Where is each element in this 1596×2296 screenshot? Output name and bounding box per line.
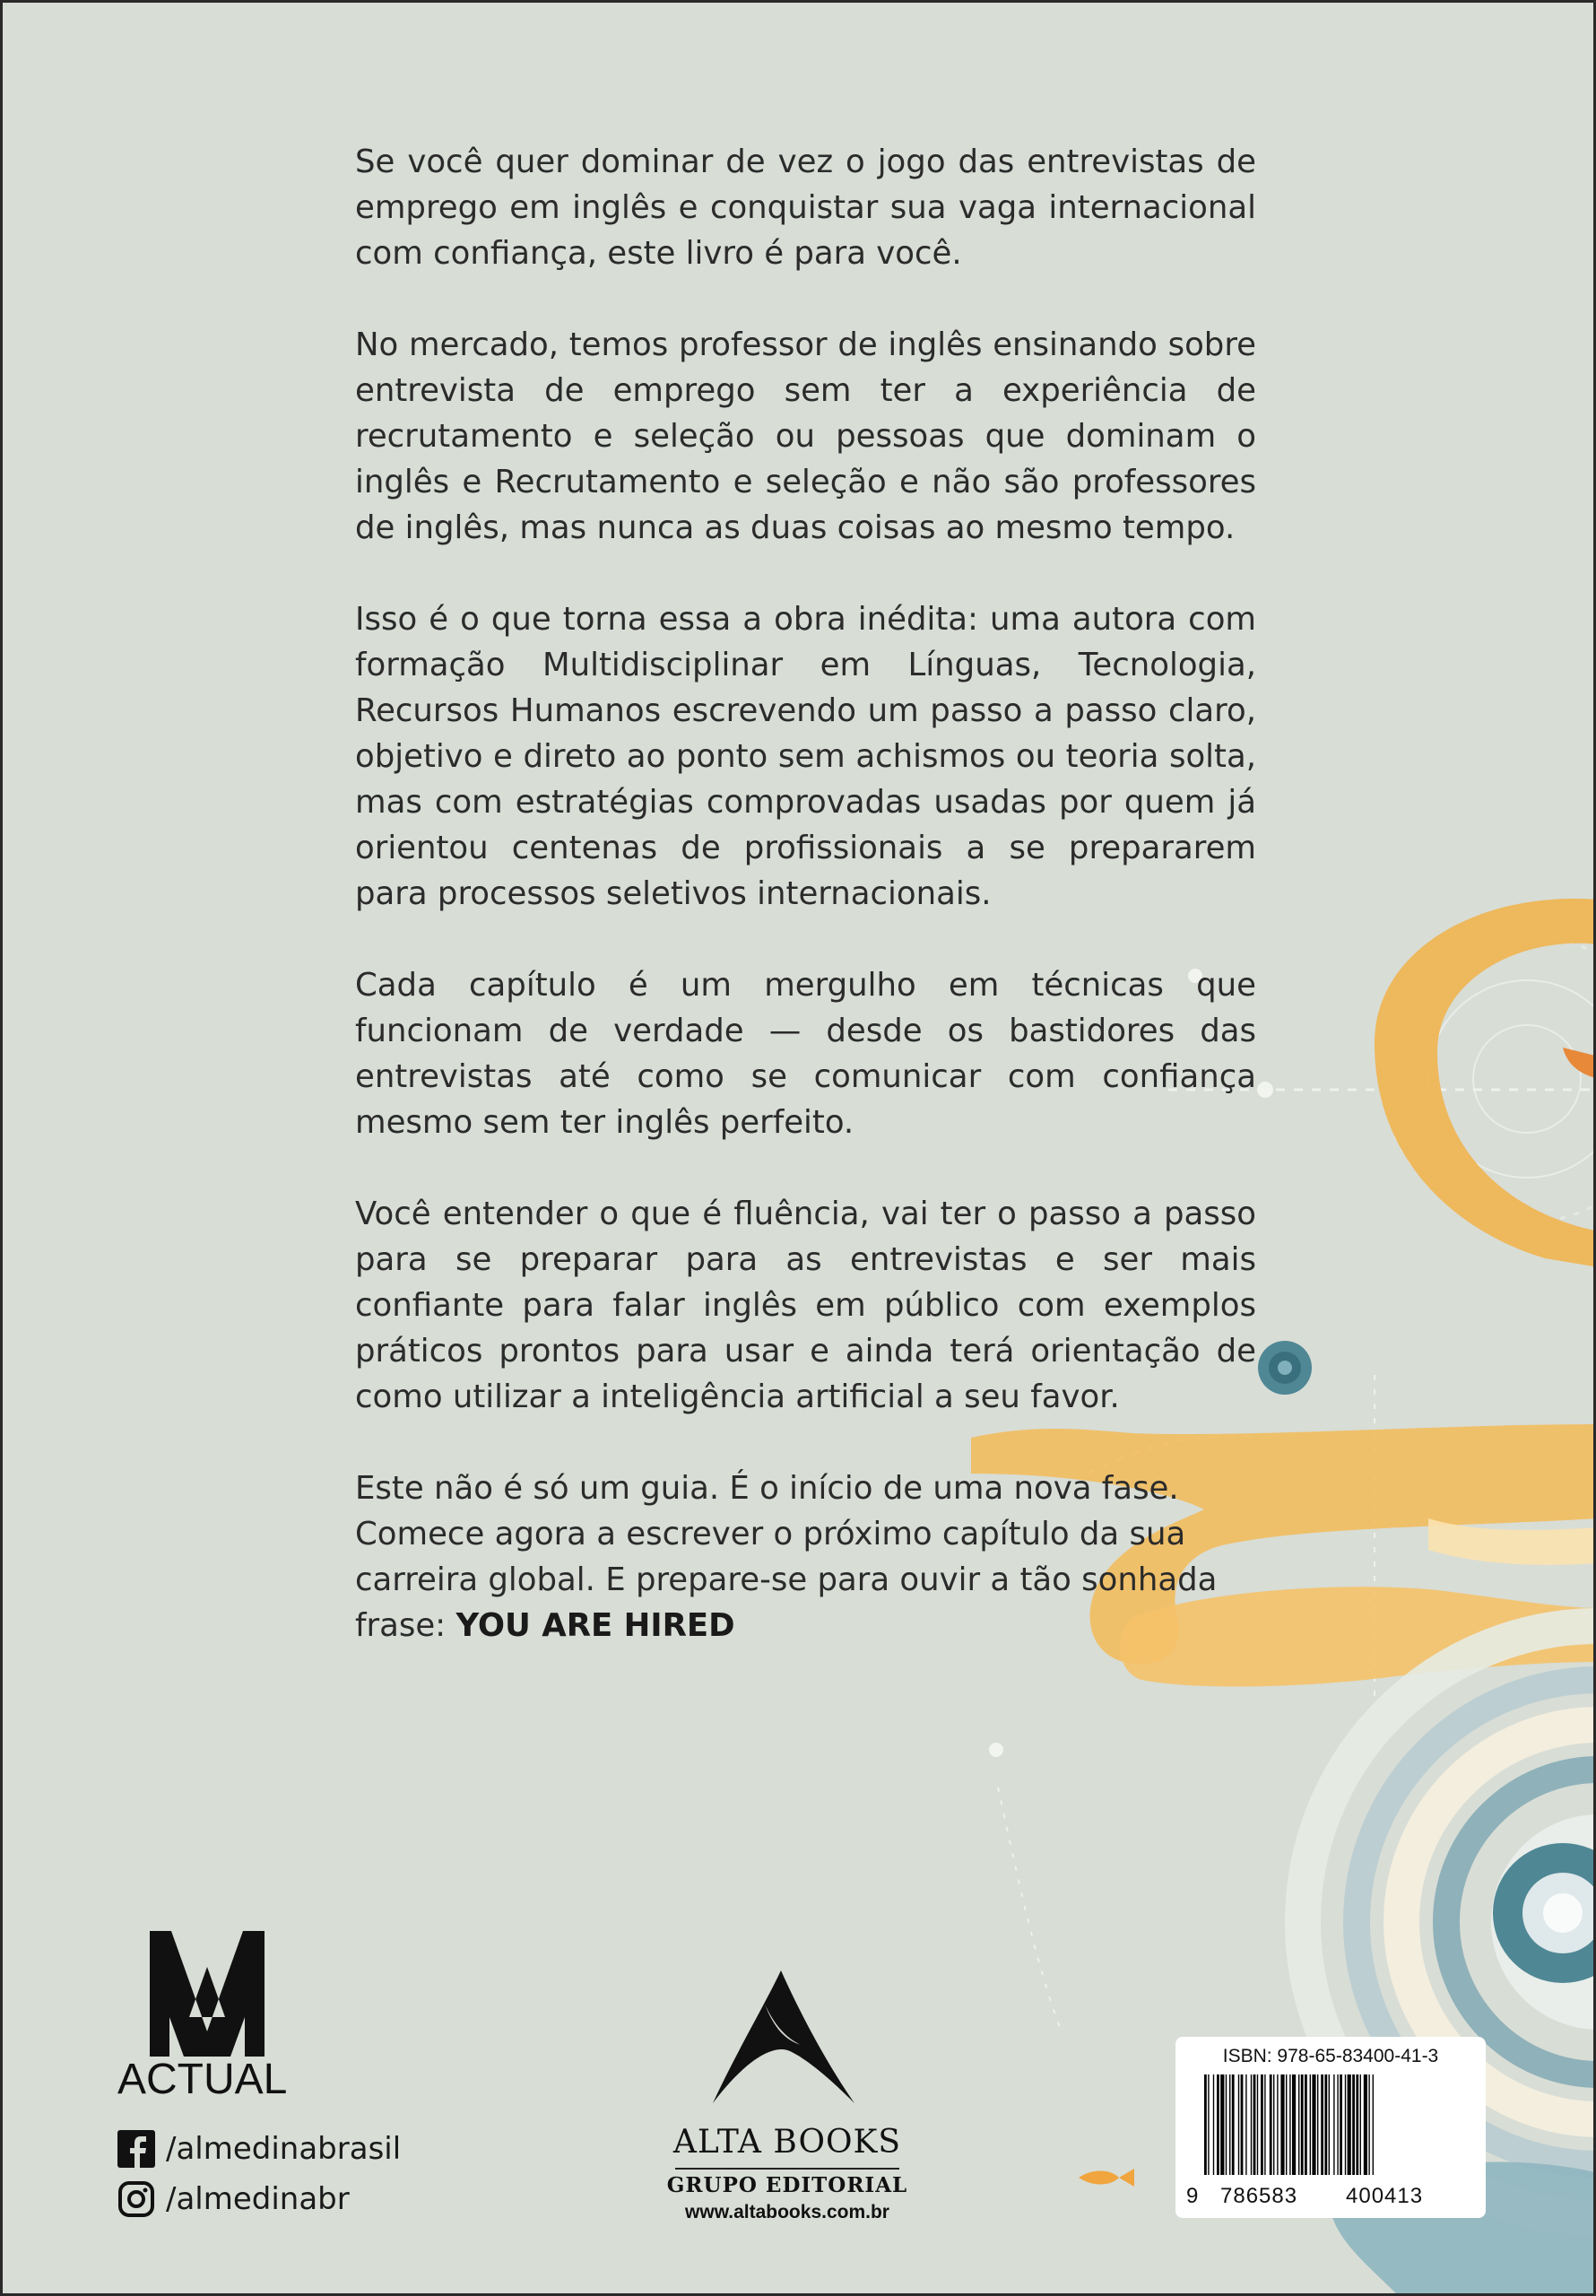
alta-books-mountain-icon bbox=[711, 1969, 854, 2112]
barcode-bar bbox=[1352, 2074, 1355, 2175]
barcode-bar bbox=[1264, 2074, 1265, 2175]
isbn-barcode-box bbox=[1175, 2037, 1486, 2218]
barcode-bar bbox=[1289, 2074, 1290, 2175]
back-cover-description bbox=[355, 139, 1256, 1694]
barcode-bar bbox=[1333, 2074, 1334, 2175]
barcode-bar bbox=[1238, 2074, 1239, 2175]
barcode-bar bbox=[1317, 2074, 1318, 2175]
barcode-bar bbox=[1312, 2074, 1315, 2175]
barcode-bar bbox=[1368, 2074, 1369, 2175]
isbn-label: ISBN: 978-65-83400-41-3 bbox=[1222, 2046, 1439, 2066]
barcode-bar bbox=[1229, 2074, 1230, 2175]
instagram-icon bbox=[117, 2180, 155, 2218]
barcode-bar bbox=[1324, 2074, 1327, 2175]
barcode-bar bbox=[1232, 2074, 1235, 2175]
paragraph-5: Você entender o que é fluência, vai ter o passo a passo para se preparar para as entrevistas e ser mais confiante para falar inglês em público com exemplos práticos prontos para usar e ainda terá orientação de como utilizar a inteligência artificial a seu favor. bbox=[355, 1196, 1256, 1415]
paragraph-1: Se você quer dominar de vez o jogo das entrevistas de emprego em inglês e conquistar sua vaga internacional com confiança, este livro é para você. bbox=[355, 144, 1256, 272]
you-are-hired-emphasis: YOU ARE HIRED bbox=[455, 1607, 735, 1644]
barcode-bar bbox=[1280, 2074, 1284, 2175]
barcode-bar bbox=[1345, 2074, 1346, 2175]
barcode-bar bbox=[1298, 2074, 1299, 2175]
barcode-bar bbox=[1261, 2074, 1263, 2175]
alta-books-subtitle: GRUPO EDITORIAL bbox=[666, 2173, 908, 2197]
barcode-bar bbox=[1251, 2074, 1252, 2175]
paragraph-2: No mercado, temos professor de inglês ensinando sobre entrevista de emprego sem ter a experiência de recrutamento e seleção ou pessoas que dominam o inglês e Recrutamento e seleção e não são professores de inglês, mas nunca as duas coisas ao mesmo tempo. bbox=[355, 326, 1256, 546]
facebook-icon bbox=[117, 2130, 155, 2168]
barcode-bar bbox=[1208, 2074, 1209, 2175]
barcode-bar bbox=[1204, 2074, 1207, 2175]
alta-books-url: www.altabooks.com.br bbox=[685, 2202, 889, 2222]
barcode-bar bbox=[1305, 2074, 1307, 2175]
barcode-bar bbox=[1321, 2074, 1323, 2175]
barcode-bar bbox=[1241, 2074, 1244, 2175]
facebook-handle bbox=[117, 2130, 401, 2168]
barcode-bar bbox=[1277, 2074, 1278, 2175]
paragraph-6-text: Este não é só um guia. É o início de uma nova fase. Comece agora a escrever o próximo capítulo da sua carreira global. E prepare-se para ouvir a tão sonhada frase: bbox=[355, 1470, 1218, 1644]
barcode-bar bbox=[1340, 2074, 1342, 2175]
barcode-bar bbox=[1301, 2074, 1304, 2175]
barcode-bar bbox=[1373, 2074, 1374, 2175]
barcode-bar bbox=[1257, 2074, 1258, 2175]
paragraph-3: Isso é o que torna essa a obra inédita: uma autora com formação Multidisciplinar em Línguas, Tecnologia, Recursos Humanos escrevendo um passo a passo claro, objetivo e direto ao ponto sem achismos ou teoria solta, mas com estratégias comprovadas usadas por quem já orientou centenas de profissionais a se prepararem para processos seletivos internacionais. bbox=[355, 601, 1256, 912]
actual-brand-name: ACTUAL bbox=[117, 2056, 288, 2103]
barcode-bar bbox=[1220, 2074, 1224, 2175]
barcode-bar bbox=[1286, 2074, 1287, 2175]
instagram-handle-text: /almedinabr bbox=[166, 2181, 350, 2217]
instagram-handle bbox=[117, 2180, 350, 2218]
barcode-bar bbox=[1270, 2074, 1272, 2175]
barcode-bar bbox=[1213, 2074, 1214, 2175]
barcode-bar bbox=[1356, 2074, 1358, 2175]
barcode-icon bbox=[1204, 2074, 1464, 2175]
barcode-bar bbox=[1310, 2074, 1311, 2175]
barcode-bar bbox=[1245, 2074, 1246, 2175]
barcode-bar bbox=[1226, 2074, 1227, 2175]
barcode-bar bbox=[1253, 2074, 1256, 2175]
paragraph-4: Cada capítulo é um mergulho em técnicas que funcionam de verdade — desde os bastidores das entrevistas até como se comunicar com confiança mesmo sem ter inglês perfeito. bbox=[355, 967, 1256, 1141]
facebook-handle-text: /almedinabrasil bbox=[166, 2131, 402, 2167]
barcode-bar bbox=[1292, 2074, 1296, 2175]
alta-books-divider bbox=[675, 2168, 899, 2170]
barcode-bar bbox=[1348, 2074, 1351, 2175]
actual-a-logo-icon bbox=[117, 1931, 297, 2057]
barcode-bar bbox=[1329, 2074, 1330, 2175]
barcode-digits-right: 400413 bbox=[1346, 2184, 1424, 2208]
barcode-bar bbox=[1360, 2074, 1361, 2175]
barcode-digit-first: 9 bbox=[1186, 2184, 1200, 2208]
alta-books-name: ALTA BOOKS bbox=[672, 2124, 902, 2161]
barcode-bar bbox=[1337, 2074, 1338, 2175]
barcode-digits-left: 786583 bbox=[1220, 2184, 1298, 2208]
barcode-bar bbox=[1217, 2074, 1219, 2175]
barcode-bar bbox=[1273, 2074, 1274, 2175]
barcode-bar bbox=[1364, 2074, 1367, 2175]
paragraph-6 bbox=[355, 1465, 1256, 1648]
